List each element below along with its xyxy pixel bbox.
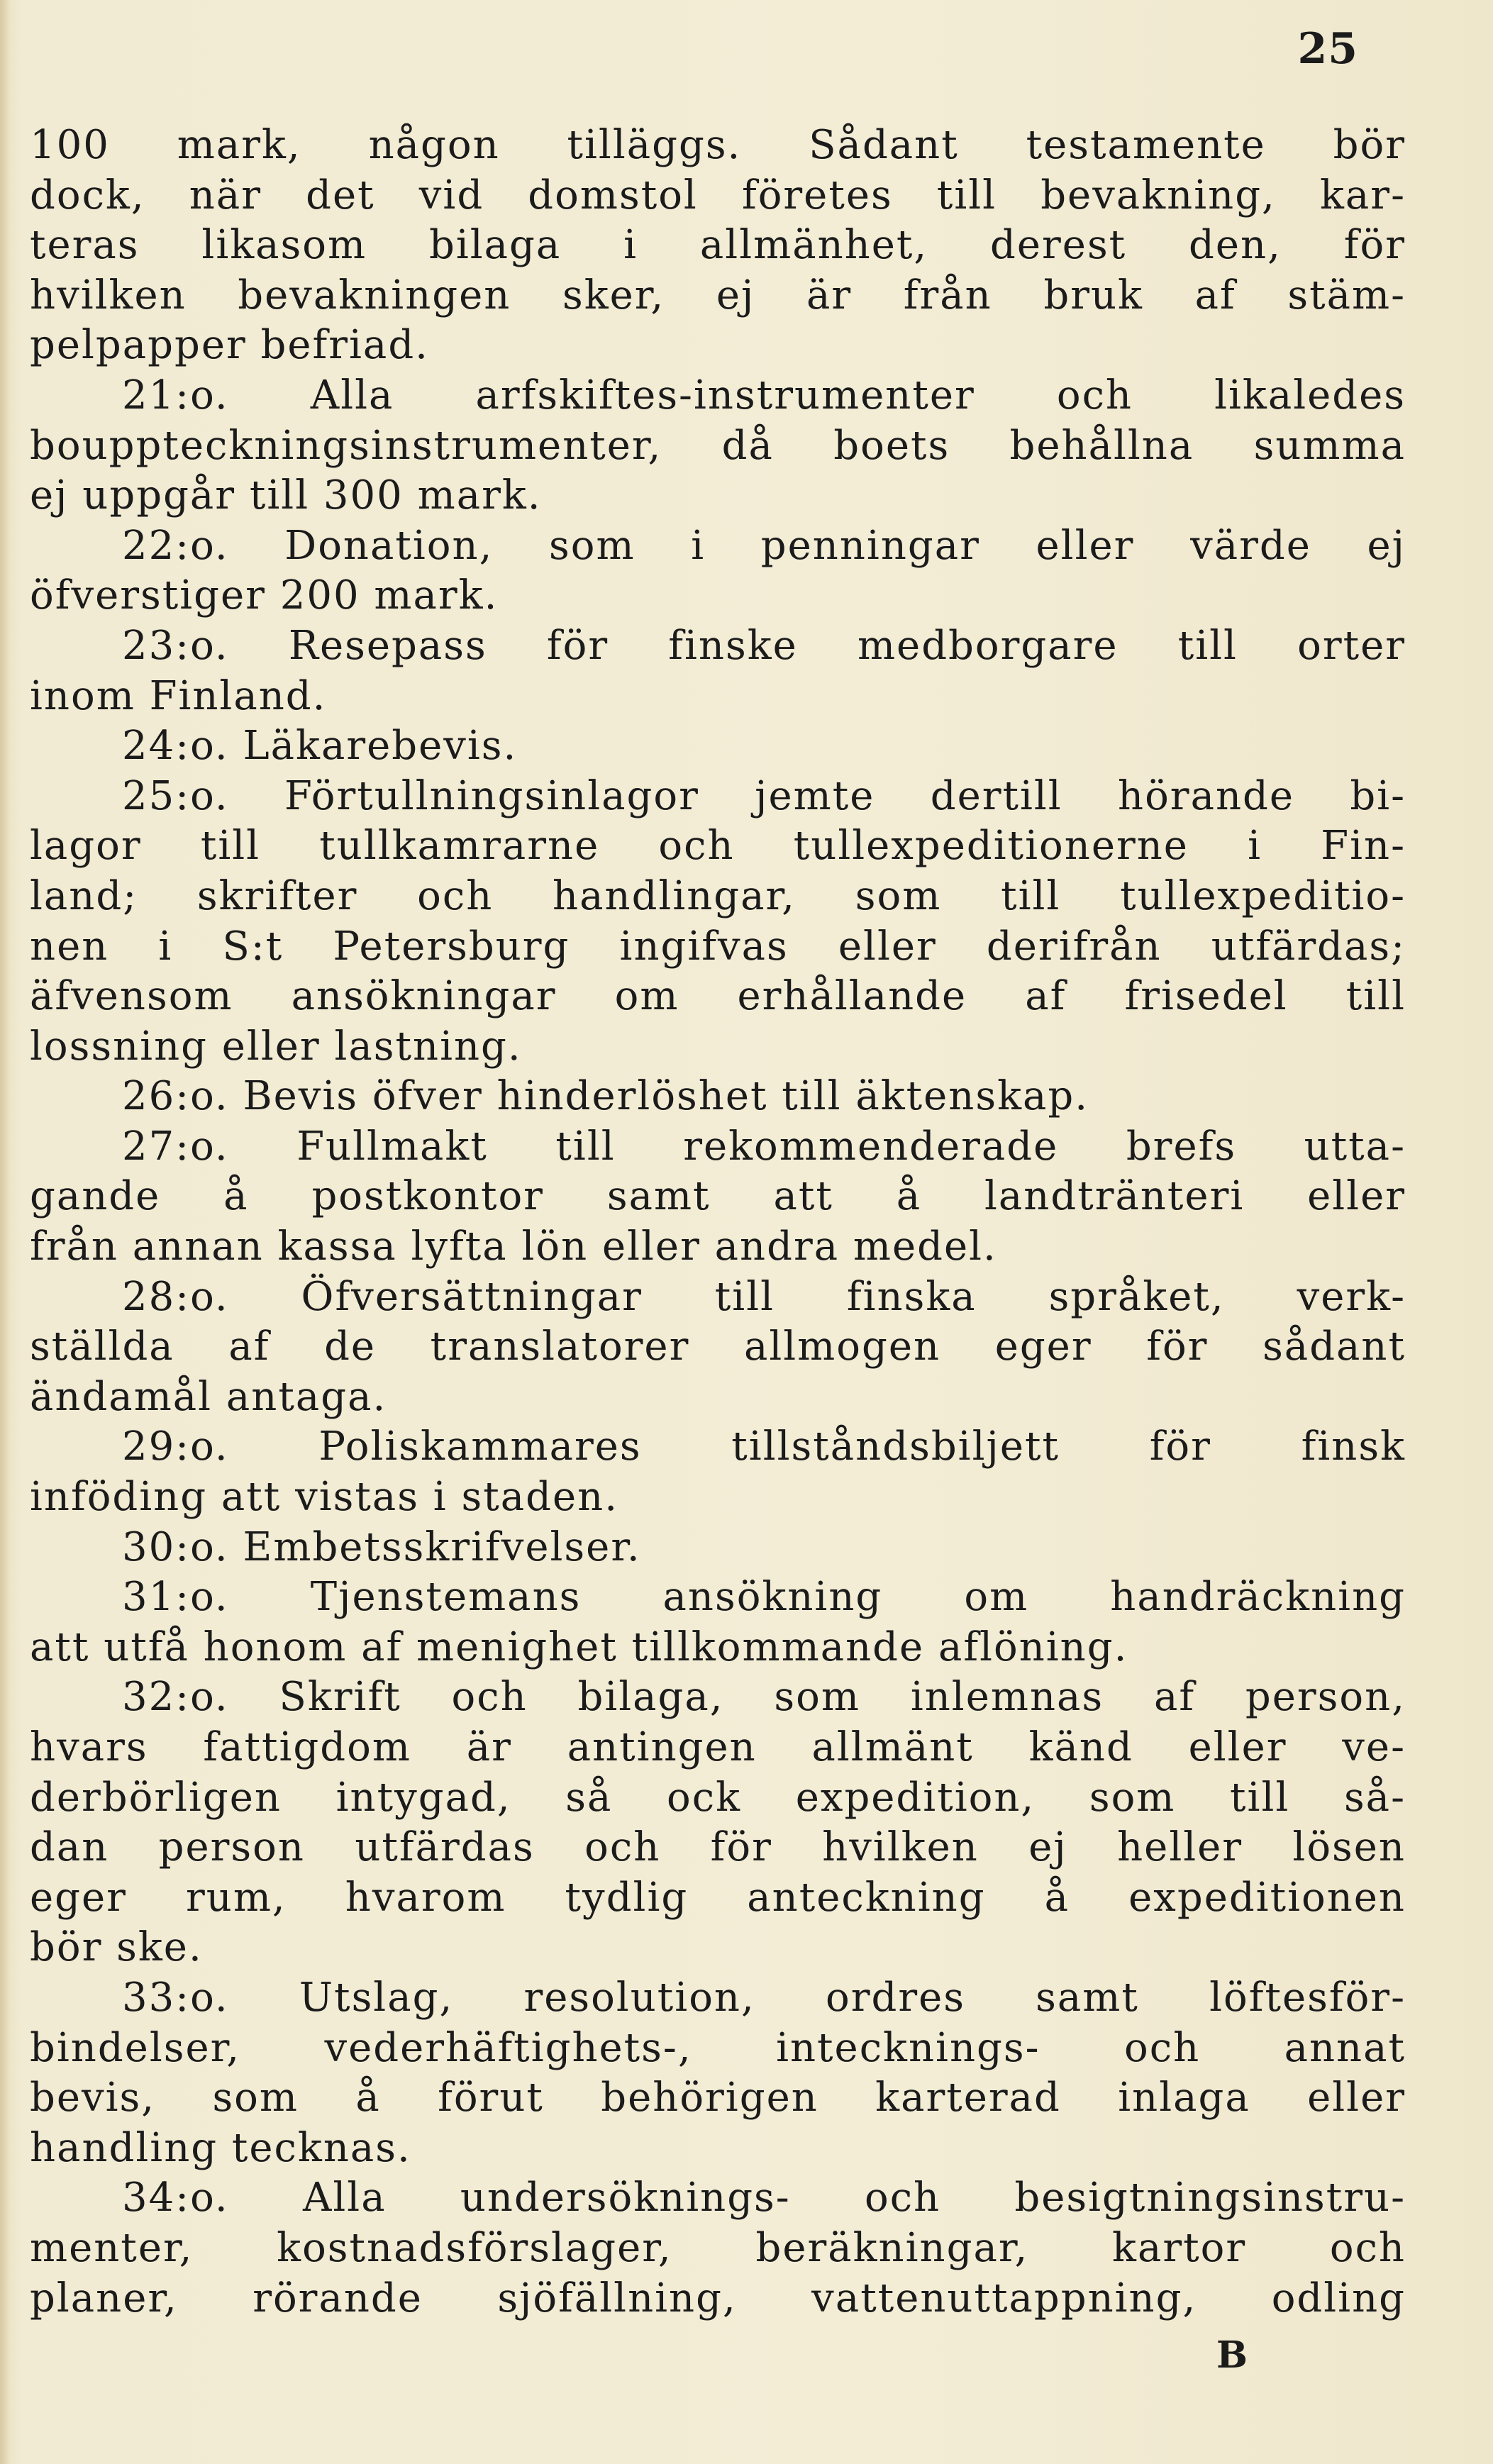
text-line: 27:o. Fullmakt till rekommenderade brefs utta- [122,1123,1406,1170]
body-text [30,121,1406,2324]
text-line: bör ske. [30,1924,203,1971]
text-line: planer, rörande sjöfällning, vattenuttappning, odling [30,2275,1406,2321]
text-line: 25:o. Förtullningsinlagor jemte dertill hörande bi- [122,772,1406,819]
text-line: hvars fattigdom är antingen allmänt känd eller ve- [30,1724,1406,1770]
text-line: 32:o. Skrift och bilaga, som inlemnas af person, [122,1674,1406,1721]
text-line: att utfå honom af menighet tillkommande aflöning. [30,1624,1128,1670]
text-line: 29:o. Poliskammares tillståndsbiljett för finsk [122,1424,1406,1470]
text-line: dock, när det vid domstol företes till bevakning, kar- [30,172,1406,218]
text-line: 24:o. Läkarebevis. [122,723,518,770]
text-line: 100 mark, någon tilläggs. Sådant testamente bör [30,122,1406,168]
text-line: bindelser, vederhäftighets-, intecknings- och annat [30,2024,1406,2071]
text-line: 30:o. Embetsskrifvelser. [122,1524,641,1570]
text-line: dan person utfärdas och för hvilken ej heller lösen [30,1824,1406,1871]
text-line: land; skrifter och handlingar, som till tullexpeditio- [30,872,1406,919]
text-line: 28:o. Öfversättningar till finska språket, verk- [122,1273,1406,1320]
text-line: lagor till tullkamrarne och tullexpeditionerne i Fin- [30,823,1406,870]
text-line: äfvensom ansökningar om erhållande af frisedel till [30,973,1406,1020]
text-line: nen i S:t Petersburg ingifvas eller derifrån utfärdas; [30,923,1406,970]
text-line: inom Finland. [30,672,327,719]
page-number: 25 [1297,24,1358,74]
page-edge-shadow [0,0,10,2464]
text-line: ändamål antaga. [30,1373,387,1420]
text-line: handling tecknas. [30,2124,411,2171]
text-line: teras likasom bilaga i allmänhet, derest den, för [30,222,1406,269]
text-line: från annan kassa lyfta lön eller andra medel. [30,1223,997,1270]
text-line: 34:o. Alla undersöknings- och besigtningsinstru- [122,2175,1406,2221]
text-line: pelpapper befriad. [30,322,429,369]
text-line: 23:o. Resepass för finske medborgare till orter [122,622,1406,669]
text-line: bouppteckningsinstrumenter, då boets behållna summa [30,422,1406,469]
text-line: 26:o. Bevis öfver hinderlöshet till äktenskap. [122,1073,1089,1120]
text-line: eger rum, hvarom tydlig anteckning å expeditionen [30,1874,1406,1921]
text-line: 33:o. Utslag, resolution, ordres samt löftesför- [122,1974,1406,2021]
text-line: menter, kostnadsförslager, beräkningar, kartor och [30,2224,1406,2271]
text-line: 31:o. Tjenstemans ansökning om handräckning [122,1574,1406,1621]
printer-signature-mark: B [1216,2333,1248,2377]
text-line: lossning eller lastning. [30,1023,522,1070]
text-line: hvilken bevakningen sker, ej är från bruk af stäm- [30,272,1406,318]
text-line: gande å postkontor samt att å landtränteri eller [30,1173,1406,1220]
text-line: 21:o. Alla arfskiftes-instrumenter och likaledes [122,372,1406,418]
text-line: bevis, som å förut behörigen karterad inlaga eller [30,2075,1406,2121]
text-line: derbörligen intygad, så ock expedition, som till så- [30,1774,1406,1821]
text-line: ej uppgår till 300 mark. [30,472,542,519]
text-line: ställda af de translatorer allmogen eger för sådant [30,1323,1406,1370]
text-line: 22:o. Donation, som i penningar eller värde ej [122,522,1406,569]
text-line: inföding att vistas i staden. [30,1474,618,1521]
text-line: öfverstiger 200 mark. [30,572,499,619]
